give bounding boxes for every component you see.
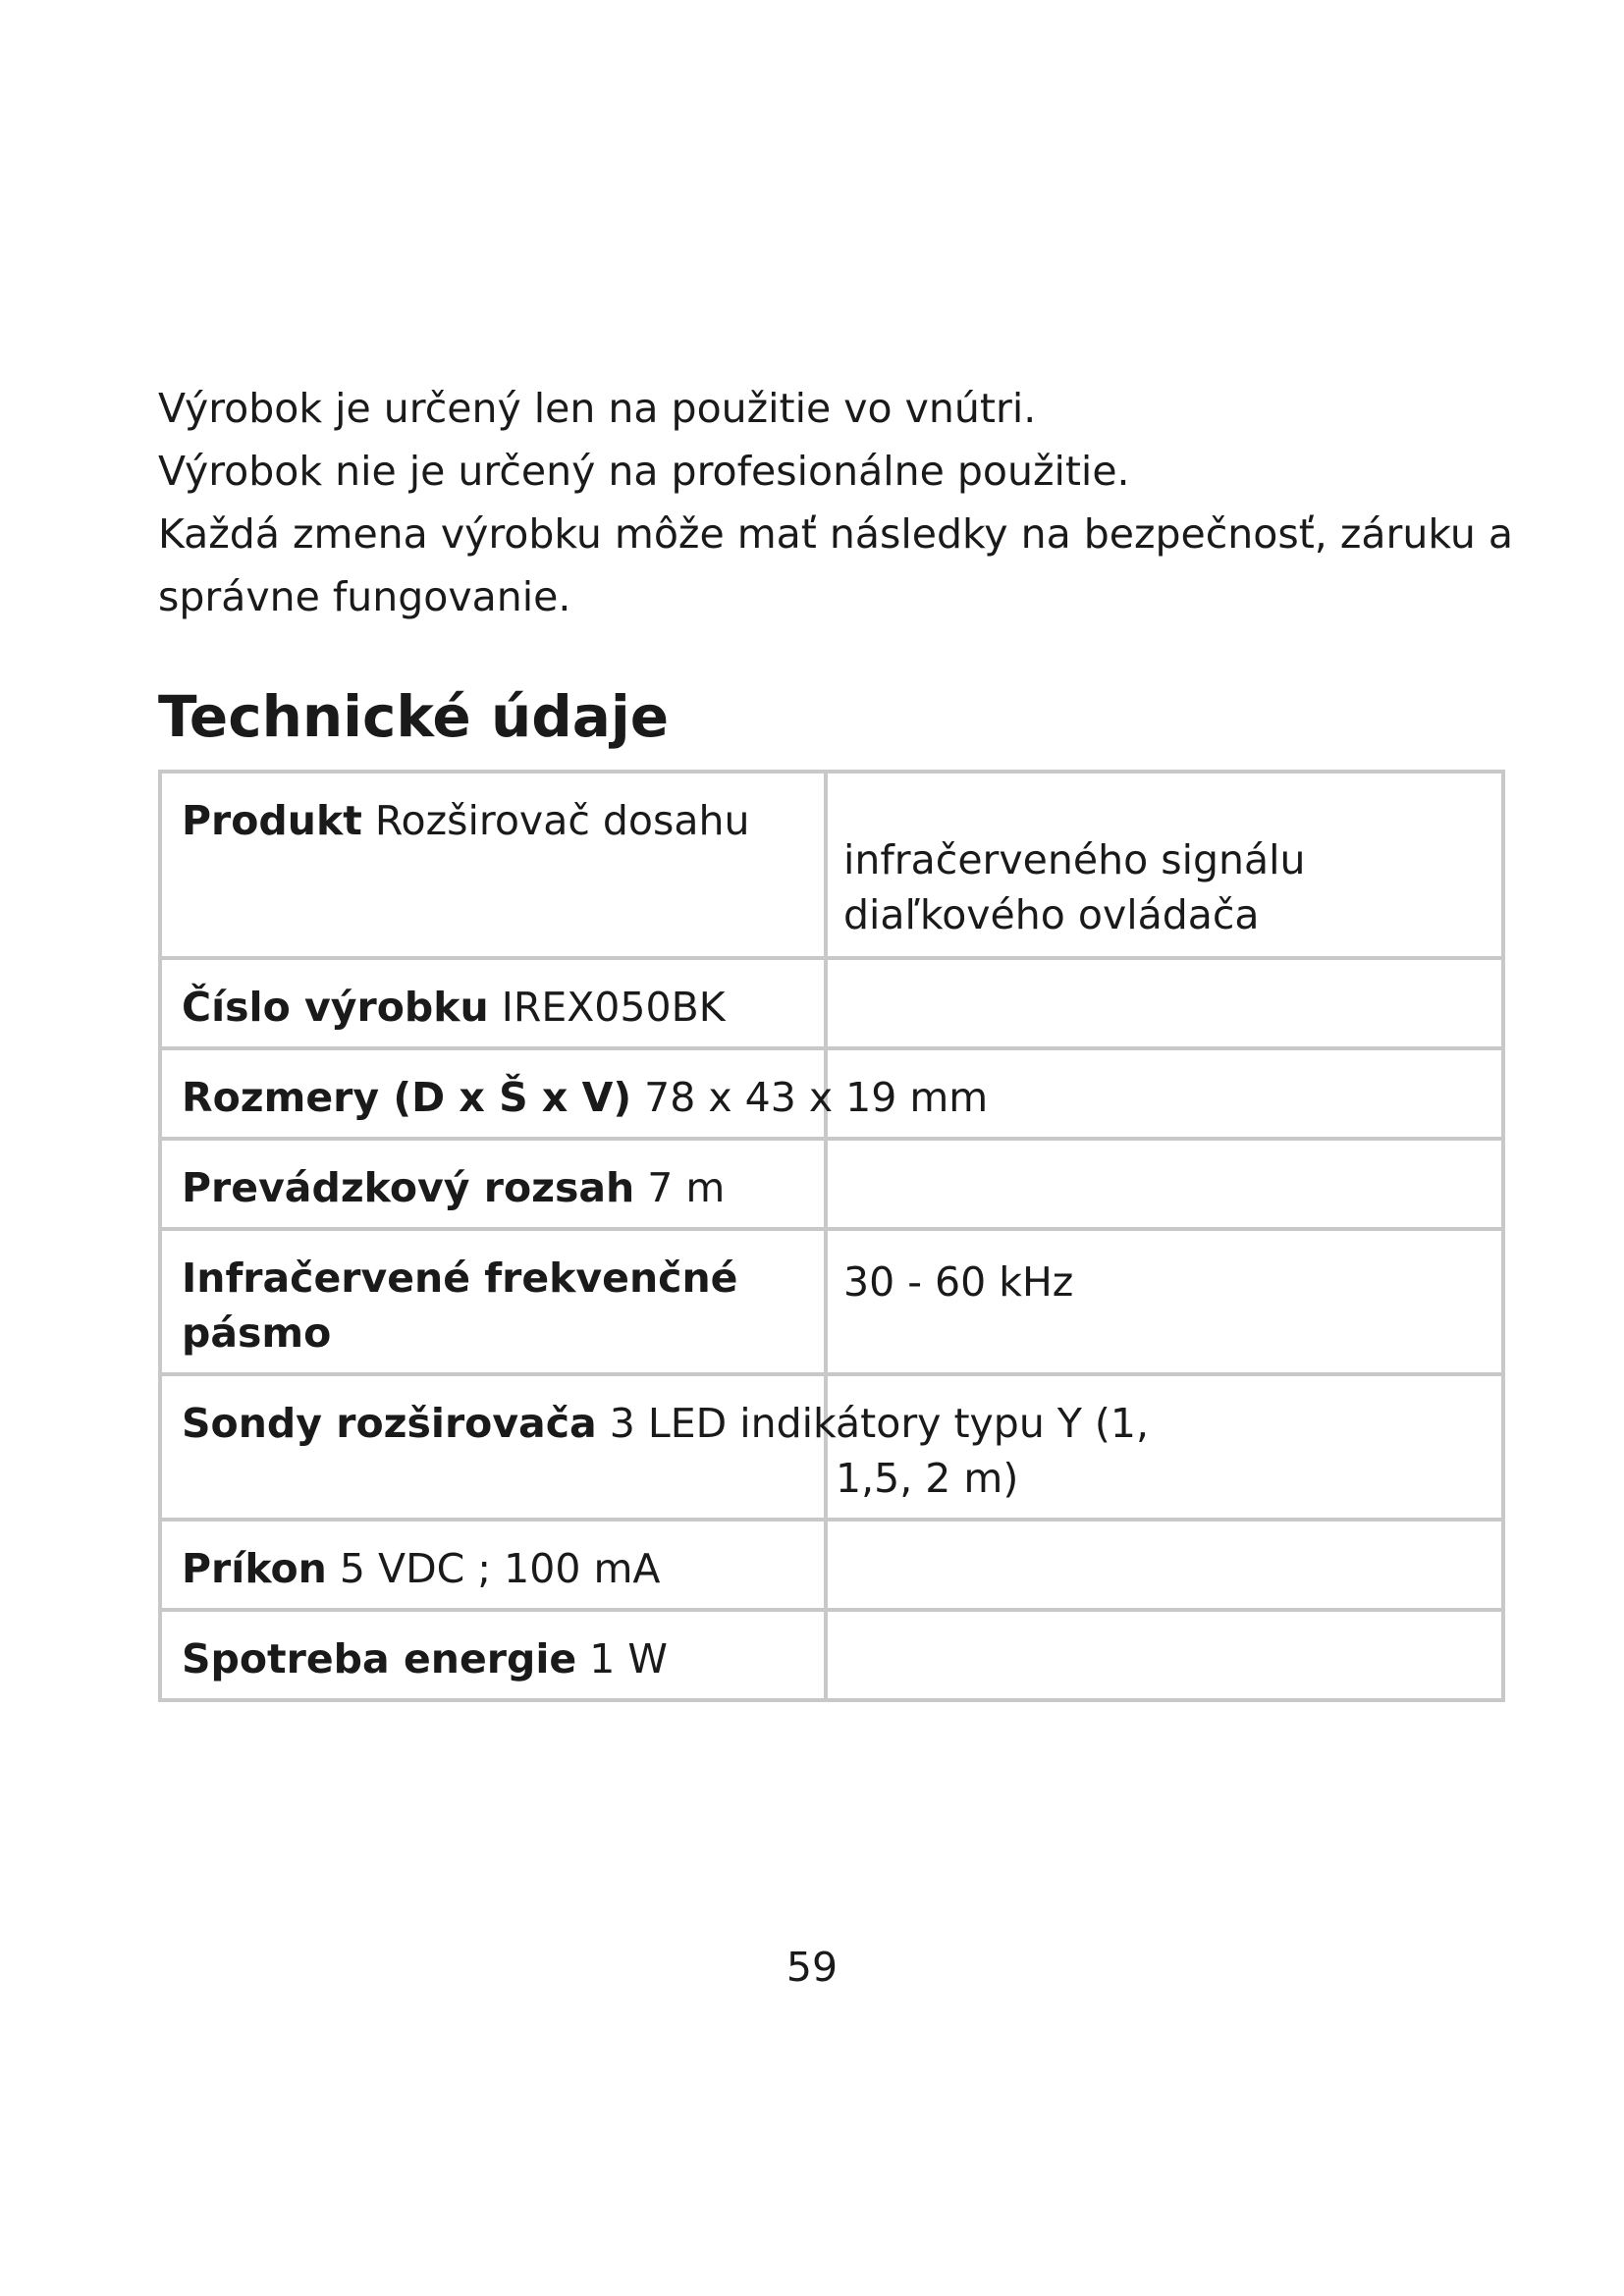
spec-value: 1 W: [589, 1635, 668, 1682]
spec-label: pásmo: [182, 1309, 332, 1357]
spec-cell-left: [160, 958, 826, 1048]
section-heading: Technické údaje: [158, 683, 670, 750]
spec-row-range: [160, 1139, 1503, 1229]
intro-line: Výrobok nie je určený na profesionálne použitie.: [158, 448, 1130, 495]
spec-cell-right: [826, 772, 1503, 958]
spec-value: 7 m: [647, 1164, 726, 1211]
spec-label: Rozmery (D x Š x V): [182, 1074, 632, 1121]
intro-line: Každá zmena výrobku môže mať následky na bezpečnosť, záruku a: [158, 510, 1513, 558]
spec-label: Infračervené frekvenčné: [182, 1255, 738, 1302]
spec-cell-right: [826, 1610, 1503, 1700]
spec-cell-right: [826, 1229, 1503, 1374]
spec-cell-left: [160, 1374, 1150, 1520]
spec-table: [158, 770, 1505, 1702]
spec-cell-left: [160, 1048, 989, 1139]
spec-row-power: [160, 1520, 1503, 1610]
spec-cell-left: [160, 772, 826, 958]
spec-overflow-line: [182, 1396, 1150, 1451]
spec-row-probes: [160, 1374, 1503, 1520]
spec-row-frequency: [160, 1229, 1503, 1374]
spec-value: 3 LED indikátory typu Y (1,: [609, 1400, 1150, 1447]
spec-cell-right: [826, 1139, 1503, 1229]
spec-label: Číslo výrobku: [182, 984, 489, 1031]
spec-cell-right: [826, 1520, 1503, 1610]
spec-cell-left: [160, 1520, 826, 1610]
spec-label: Príkon: [182, 1545, 327, 1592]
spec-value: IREX050BK: [501, 984, 726, 1031]
spec-row-product: [160, 772, 1503, 958]
spec-label: Prevádzkový rozsah: [182, 1164, 635, 1211]
spec-value: 30 - 60 kHz: [843, 1258, 1074, 1306]
spec-value: 78 x 43 x 19 mm: [644, 1074, 989, 1121]
spec-value: Rozširovač dosahu: [374, 797, 750, 844]
spec-row-dimensions: [160, 1048, 1503, 1139]
intro-line: správne fungovanie.: [158, 573, 571, 620]
spec-cell-right: [826, 958, 1503, 1048]
spec-label: Produkt: [182, 797, 362, 844]
spec-cell-left: [160, 1610, 826, 1700]
spec-row-number: [160, 958, 1503, 1048]
spec-value: 5 VDC ; 100 mA: [339, 1545, 661, 1592]
intro-text: [158, 377, 1513, 628]
spec-value: diaľkového ovládača: [843, 891, 1260, 938]
spec-value: 1,5, 2 m): [836, 1455, 1019, 1502]
spec-cell-left: [160, 1229, 826, 1374]
spec-label: Sondy rozširovača: [182, 1400, 597, 1447]
page-number: 59: [785, 1944, 839, 1991]
spec-row-energy: [160, 1610, 1503, 1700]
spec-label: Spotreba energie: [182, 1635, 577, 1682]
spec-value: infračerveného signálu: [843, 836, 1306, 883]
intro-line: Výrobok je určený len na použitie vo vnútri.: [158, 385, 1037, 432]
spec-overflow-line: [182, 1074, 988, 1121]
spec-cell-left: [160, 1139, 826, 1229]
